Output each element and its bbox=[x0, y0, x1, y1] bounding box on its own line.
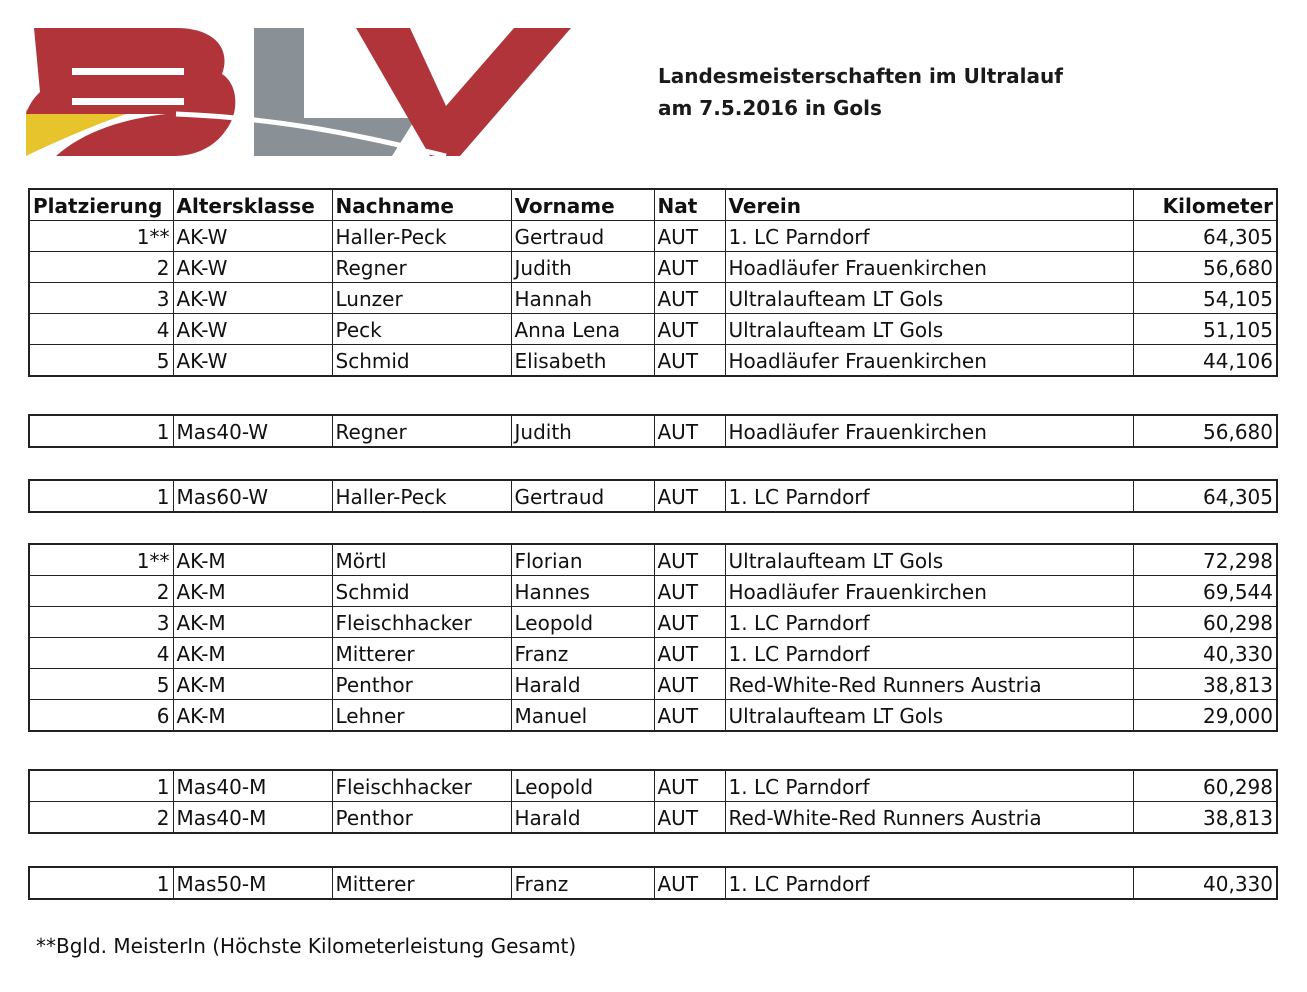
cell-class: Mas60-W bbox=[173, 480, 332, 512]
cell-nat: AUT bbox=[654, 415, 725, 447]
cell-nat: AUT bbox=[654, 576, 725, 607]
cell-first: Gertraud bbox=[511, 480, 654, 512]
table-row bbox=[29, 607, 1277, 638]
cell-club: Ultralaufteam LT Gols bbox=[725, 544, 1133, 576]
cell-nat: AUT bbox=[654, 283, 725, 314]
cell-class: AK-W bbox=[173, 252, 332, 283]
cell-last: Lehner bbox=[332, 700, 511, 732]
cell-km: 60,298 bbox=[1133, 770, 1277, 802]
results-table-group-2 bbox=[28, 414, 1278, 448]
cell-last: Schmid bbox=[332, 576, 511, 607]
cell-first: Leopold bbox=[511, 770, 654, 802]
cell-km: 40,330 bbox=[1133, 867, 1277, 899]
cell-last: Haller-Peck bbox=[332, 480, 511, 512]
cell-class: AK-W bbox=[173, 221, 332, 252]
cell-class: AK-M bbox=[173, 607, 332, 638]
cell-class: AK-M bbox=[173, 700, 332, 732]
cell-club: 1. LC Parndorf bbox=[725, 607, 1133, 638]
cell-nat: AUT bbox=[654, 867, 725, 899]
cell-club: 1. LC Parndorf bbox=[725, 480, 1133, 512]
table-row bbox=[29, 480, 1277, 512]
cell-first: Hannah bbox=[511, 283, 654, 314]
cell-km: 56,680 bbox=[1133, 415, 1277, 447]
table-row bbox=[29, 867, 1277, 899]
cell-class: Mas50-M bbox=[173, 867, 332, 899]
table-row bbox=[29, 252, 1277, 283]
cell-nat: AUT bbox=[654, 345, 725, 377]
cell-club: Ultralaufteam LT Gols bbox=[725, 700, 1133, 732]
cell-last: Lunzer bbox=[332, 283, 511, 314]
cell-km: 29,000 bbox=[1133, 700, 1277, 732]
cell-club: Hoadläufer Frauenkirchen bbox=[725, 252, 1133, 283]
table-row bbox=[29, 802, 1277, 834]
cell-first: Franz bbox=[511, 867, 654, 899]
cell-rank: 1** bbox=[29, 221, 173, 252]
cell-rank: 5 bbox=[29, 669, 173, 700]
table-row bbox=[29, 576, 1277, 607]
cell-rank: 4 bbox=[29, 314, 173, 345]
cell-rank: 6 bbox=[29, 700, 173, 732]
cell-rank: 4 bbox=[29, 638, 173, 669]
cell-club: 1. LC Parndorf bbox=[725, 638, 1133, 669]
header-rank: Platzierung bbox=[29, 189, 173, 221]
cell-last: Mitterer bbox=[332, 867, 511, 899]
cell-nat: AUT bbox=[654, 314, 725, 345]
header-last: Nachname bbox=[332, 189, 511, 221]
table-row bbox=[29, 283, 1277, 314]
cell-last: Peck bbox=[332, 314, 511, 345]
cell-km: 44,106 bbox=[1133, 345, 1277, 377]
table-row bbox=[29, 345, 1277, 377]
cell-club: Hoadläufer Frauenkirchen bbox=[725, 576, 1133, 607]
cell-nat: AUT bbox=[654, 252, 725, 283]
cell-class: AK-W bbox=[173, 314, 332, 345]
cell-rank: 2 bbox=[29, 802, 173, 834]
cell-km: 51,105 bbox=[1133, 314, 1277, 345]
cell-km: 54,105 bbox=[1133, 283, 1277, 314]
cell-km: 60,298 bbox=[1133, 607, 1277, 638]
table-row bbox=[29, 770, 1277, 802]
cell-first: Gertraud bbox=[511, 221, 654, 252]
cell-first: Manuel bbox=[511, 700, 654, 732]
cell-km: 64,305 bbox=[1133, 221, 1277, 252]
cell-class: AK-W bbox=[173, 345, 332, 377]
footnote: **Bgld. MeisterIn (Höchste Kilometerleistung Gesamt) bbox=[36, 934, 577, 958]
cell-nat: AUT bbox=[654, 770, 725, 802]
cell-nat: AUT bbox=[654, 669, 725, 700]
cell-club: Hoadläufer Frauenkirchen bbox=[725, 345, 1133, 377]
cell-first: Franz bbox=[511, 638, 654, 669]
cell-nat: AUT bbox=[654, 607, 725, 638]
cell-km: 72,298 bbox=[1133, 544, 1277, 576]
cell-nat: AUT bbox=[654, 802, 725, 834]
header-class: Altersklasse bbox=[173, 189, 332, 221]
cell-class: AK-M bbox=[173, 669, 332, 700]
cell-class: Mas40-M bbox=[173, 802, 332, 834]
cell-first: Leopold bbox=[511, 607, 654, 638]
cell-last: Mörtl bbox=[332, 544, 511, 576]
cell-club: Ultralaufteam LT Gols bbox=[725, 283, 1133, 314]
cell-first: Hannes bbox=[511, 576, 654, 607]
cell-last: Fleischhacker bbox=[332, 607, 511, 638]
cell-club: Hoadläufer Frauenkirchen bbox=[725, 415, 1133, 447]
cell-last: Regner bbox=[332, 252, 511, 283]
cell-last: Regner bbox=[332, 415, 511, 447]
cell-last: Mitterer bbox=[332, 638, 511, 669]
cell-class: AK-M bbox=[173, 638, 332, 669]
cell-club: Ultralaufteam LT Gols bbox=[725, 314, 1133, 345]
cell-last: Penthor bbox=[332, 669, 511, 700]
cell-last: Penthor bbox=[332, 802, 511, 834]
cell-club: 1. LC Parndorf bbox=[725, 867, 1133, 899]
cell-last: Schmid bbox=[332, 345, 511, 377]
cell-class: Mas40-W bbox=[173, 415, 332, 447]
header-km: Kilometer bbox=[1133, 189, 1277, 221]
title-line-2: am 7.5.2016 in Gols bbox=[658, 96, 882, 120]
title-line-1: Landesmeisterschaften im Ultralauf bbox=[658, 64, 1063, 88]
blv-logo bbox=[26, 22, 571, 156]
cell-km: 69,544 bbox=[1133, 576, 1277, 607]
cell-first: Elisabeth bbox=[511, 345, 654, 377]
cell-rank: 1 bbox=[29, 867, 173, 899]
cell-nat: AUT bbox=[654, 544, 725, 576]
cell-nat: AUT bbox=[654, 221, 725, 252]
cell-rank: 3 bbox=[29, 607, 173, 638]
cell-rank: 3 bbox=[29, 283, 173, 314]
table-row bbox=[29, 544, 1277, 576]
header-nat: Nat bbox=[654, 189, 725, 221]
cell-class: AK-M bbox=[173, 544, 332, 576]
cell-club: Red-White-Red Runners Austria bbox=[725, 669, 1133, 700]
cell-km: 64,305 bbox=[1133, 480, 1277, 512]
cell-first: Harald bbox=[511, 802, 654, 834]
results-table-group-6 bbox=[28, 866, 1278, 900]
cell-rank: 1 bbox=[29, 770, 173, 802]
cell-club: Red-White-Red Runners Austria bbox=[725, 802, 1133, 834]
cell-class: AK-W bbox=[173, 283, 332, 314]
table-row bbox=[29, 221, 1277, 252]
cell-last: Haller-Peck bbox=[332, 221, 511, 252]
cell-nat: AUT bbox=[654, 700, 725, 732]
cell-km: 56,680 bbox=[1133, 252, 1277, 283]
table-row bbox=[29, 314, 1277, 345]
cell-class: Mas40-M bbox=[173, 770, 332, 802]
results-table-group-4 bbox=[28, 543, 1278, 732]
cell-rank: 2 bbox=[29, 252, 173, 283]
cell-rank: 1 bbox=[29, 415, 173, 447]
results-table-group-3 bbox=[28, 479, 1278, 513]
table-row bbox=[29, 669, 1277, 700]
cell-class: AK-M bbox=[173, 576, 332, 607]
cell-km: 38,813 bbox=[1133, 802, 1277, 834]
header-club: Verein bbox=[725, 189, 1133, 221]
table-row bbox=[29, 415, 1277, 447]
table-row bbox=[29, 638, 1277, 669]
cell-first: Florian bbox=[511, 544, 654, 576]
cell-club: 1. LC Parndorf bbox=[725, 221, 1133, 252]
cell-rank: 5 bbox=[29, 345, 173, 377]
document-title bbox=[658, 60, 1063, 124]
results-table-group-1 bbox=[28, 188, 1278, 377]
cell-last: Fleischhacker bbox=[332, 770, 511, 802]
cell-rank: 2 bbox=[29, 576, 173, 607]
cell-km: 40,330 bbox=[1133, 638, 1277, 669]
cell-km: 38,813 bbox=[1133, 669, 1277, 700]
cell-club: 1. LC Parndorf bbox=[725, 770, 1133, 802]
table-row bbox=[29, 700, 1277, 732]
cell-first: Judith bbox=[511, 415, 654, 447]
cell-nat: AUT bbox=[654, 480, 725, 512]
cell-first: Harald bbox=[511, 669, 654, 700]
cell-first: Judith bbox=[511, 252, 654, 283]
cell-rank: 1 bbox=[29, 480, 173, 512]
header-first: Vorname bbox=[511, 189, 654, 221]
results-table-group-5 bbox=[28, 769, 1278, 834]
cell-first: Anna Lena bbox=[511, 314, 654, 345]
cell-rank: 1** bbox=[29, 544, 173, 576]
cell-nat: AUT bbox=[654, 638, 725, 669]
header-row bbox=[29, 189, 1277, 221]
